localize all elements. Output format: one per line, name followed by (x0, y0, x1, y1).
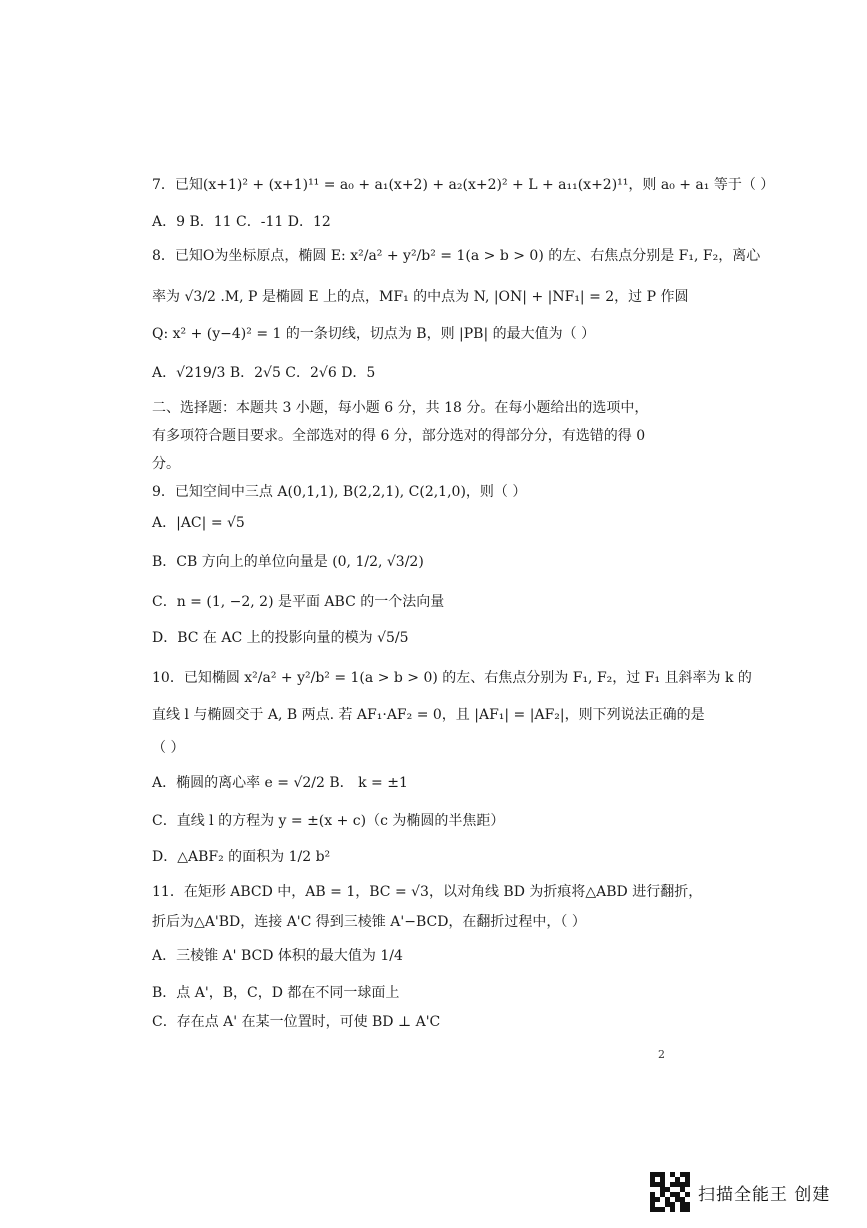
question-line-q10-l2: 直线 l 与椭圆交于 A, B 两点. 若 AF₁·AF₂ = 0，且 |AF₁| = |AF₂|，则下列说法正确的是 (152, 707, 705, 723)
question-line-q8-opts: A．√219/3 B．2√5 C．2√6 D．5 (152, 365, 376, 381)
question-line-q7-opts: A．9 B．11 C．-11 D．12 (152, 214, 331, 230)
question-line-q9a: A．|AC| = √5 (152, 515, 245, 531)
question-line-q10-l1: 10．已知椭圆 x²/a² + y²/b² = 1(a > b > 0) 的左、右焦点分别为 F₁, F₂，过 F₁ 且斜率为 k 的 (152, 670, 752, 686)
question-line-q11a: A．三棱锥 A' BCD 体积的最大值为 1/4 (152, 948, 403, 964)
question-line-q10c: C．直线 l 的方程为 y = ±(x + c)（c 为椭圆的半焦距） (152, 813, 505, 829)
question-line-q9b: B．CB 方向上的单位向量是 (0, 1/2, √3/2) (152, 554, 424, 570)
question-line-q10a: A．椭圆的离心率 e = √2/2 B． k = ±1 (152, 775, 408, 791)
question-line-sec2-l1: 二、选择题：本题共 3 小题，每小题 6 分，共 18 分。在每小题给出的选项中， (152, 400, 649, 416)
watermark-text: 扫描全能王 创建 (698, 1184, 831, 1205)
question-line-q11-l2: 折后为△A'BD，连接 A'C 得到三棱锥 A'−BCD，在翻折过程中，（ ） (152, 914, 586, 930)
question-line-q11b: B．点 A'，B，C，D 都在不同一球面上 (152, 985, 400, 1001)
scanner-watermark (650, 1170, 830, 1214)
question-line-q11-l1: 11．在矩形 ABCD 中，AB = 1，BC = √3，以对角线 BD 为折痕将△ABD 进行翻折， (152, 884, 703, 900)
question-line-q10d: D．△ABF₂ 的面积为 1/2 b² (152, 849, 331, 865)
question-line-q9c: C．n = (1, −2, 2) 是平面 ABC 的一个法向量 (152, 594, 445, 610)
question-line-q9: 9．已知空间中三点 A(0,1,1), B(2,2,1), C(2,1,0)，则（ ） (152, 484, 527, 500)
page-number: 2 (658, 1048, 665, 1061)
question-line-q10-l3: （ ） (152, 740, 185, 756)
question-line-sec2-l3: 分。 (152, 456, 180, 472)
question-line-q8-l1: 8．已知O为坐标原点，椭圆 E: x²/a² + y²/b² = 1(a > b > 0) 的左、右焦点分别是 F₁, F₂，离心 (152, 248, 761, 264)
question-line-sec2-l2: 有多项符合题目要求。全部选对的得 6 分，部分选对的得部分分，有选错的得 0 (152, 428, 646, 444)
question-line-q8-l2: 率为 √3/2 .M, P 是椭圆 E 上的点，MF₁ 的中点为 N, |ON| + |NF₁| = 2，过 P 作圆 (152, 289, 689, 305)
qr-code-icon (650, 1172, 690, 1212)
question-line-q7: 7．已知(x+1)² + (x+1)¹¹ = a₀ + a₁(x+2) + a₂(x+2)² + L + a₁₁(x+2)¹¹，则 a₀ + a₁ 等于（ ） (152, 177, 775, 193)
question-line-q8-l3: Q: x² + (y−4)² = 1 的一条切线，切点为 B，则 |PB| 的最大值为（ ） (152, 326, 596, 342)
question-line-q9d: D．BC 在 AC 上的投影向量的模为 √5/5 (152, 630, 409, 646)
question-line-q11c: C．存在点 A' 在某一位置时，可使 BD ⊥ A'C (152, 1014, 441, 1030)
